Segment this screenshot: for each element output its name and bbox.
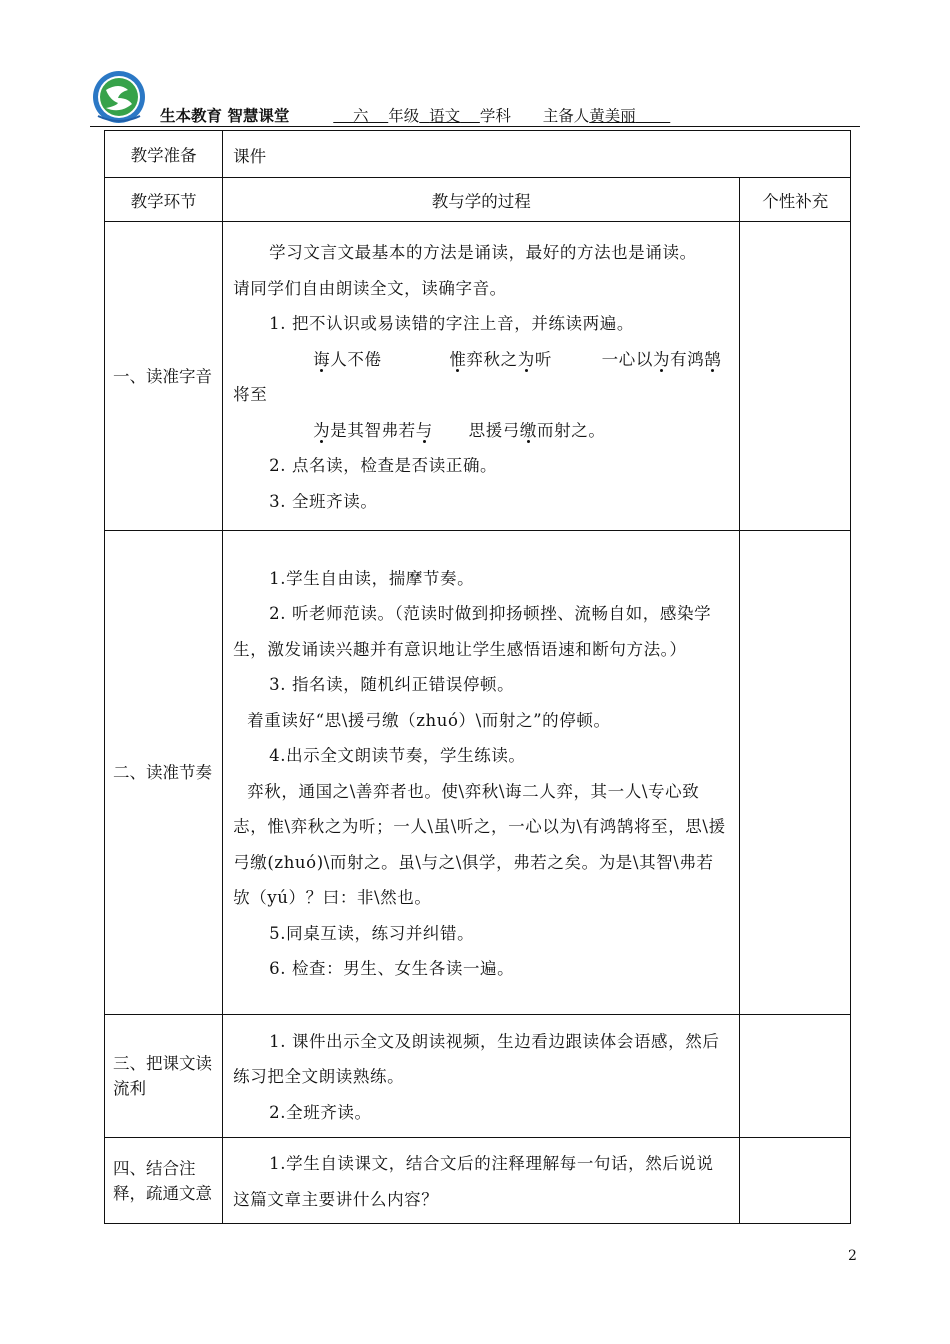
supplement-cell <box>740 1138 851 1224</box>
text-line: 2. 听老师范读。（范读时做到抑扬顿挫、流畅自如，感染学生，激发诵读兴趣并有意识地让学生感悟语速和断句方法。） <box>233 604 712 659</box>
prep-label: 教学准备 <box>105 131 223 178</box>
section-body <box>223 531 740 1015</box>
word-list-line <box>233 342 729 378</box>
text-line: 2. 点名读，检查是否读正确。 <box>269 456 498 475</box>
text-line: 5.同桌互读，练习并纠错。 <box>269 923 475 943</box>
supplement-cell <box>740 531 851 1015</box>
header-grade-suffix: 年级 <box>388 107 420 125</box>
col-process-header: 教与学的过程 <box>223 178 740 222</box>
header-subject: 语文 <box>429 107 461 125</box>
emphasis-char: 与 <box>415 420 433 440</box>
header-brand: 生本教育 智慧课堂 <box>160 107 290 125</box>
text-line: 6. 检查：男生、女生各读一遍。 <box>269 959 515 978</box>
emphasis-char: 缴 <box>519 420 538 440</box>
word-item: 为是其智弗若与 <box>313 420 433 440</box>
section-body <box>223 1138 740 1224</box>
col-supplement-header: 个性补充 <box>740 178 851 222</box>
text-line: 3. 指名读，随机纠正错误停顿。 <box>269 675 515 694</box>
emphasis-char: 为 <box>652 349 671 369</box>
text-line: 学习文言文最基本的方法是诵读，最好的方法也是诵读。 <box>269 243 697 262</box>
page-header <box>160 104 670 126</box>
word-item: 诲人不倦 <box>313 349 382 369</box>
word-list-line <box>233 413 729 449</box>
header-preparer-label: 主备人 <box>542 107 590 125</box>
text-line: 1.学生自由读，揣摩节奏。 <box>269 568 475 588</box>
text-line: 3. 全班齐读。 <box>269 491 378 511</box>
col-stage-header: 教学环节 <box>105 178 223 222</box>
section-row <box>105 531 851 1015</box>
section-body <box>223 222 740 531</box>
section-label: 一、读准字音 <box>105 222 223 531</box>
section-row <box>105 1015 851 1138</box>
text-line: 4.出示全文朗读节奏，学生练读。 <box>269 746 526 765</box>
emphasis-char: 惟 <box>449 349 467 369</box>
text-line: 1. 课件出示全文及朗读视频，生边看边跟读体会语感，然后练习把全文朗读熟练。 <box>233 1031 720 1087</box>
emphasis-char: 诲 <box>313 349 331 369</box>
text-line: 2.全班齐读。 <box>269 1102 372 1122</box>
word-item: 思援弓缴而射之。 <box>468 420 606 440</box>
section-label: 二、读准节奏 <box>105 531 223 1015</box>
supplement-cell <box>740 1015 851 1138</box>
lesson-plan-table <box>104 130 851 1224</box>
page-number: 2 <box>848 1248 857 1264</box>
section-row <box>105 222 851 531</box>
emphasis-char: 鹄 <box>704 349 722 369</box>
word-item: 一心以为有鸿鹄 <box>601 349 722 369</box>
header-preparer: 黄美丽 <box>589 107 636 125</box>
emphasis-char: 为 <box>313 420 331 440</box>
section-label: 四、结合注释，疏通文意 <box>105 1138 223 1224</box>
supplement-cell <box>740 222 851 531</box>
text-line: 请同学们自由朗读全文，读确字音。 <box>233 278 507 298</box>
word-item: 惟弈秋之为听 <box>449 349 552 369</box>
header-row <box>105 178 851 222</box>
school-logo <box>92 70 146 124</box>
prep-row <box>105 131 851 178</box>
text-line: 1.学生自读课文，结合文后的注释理解每一句话，然后说说这篇文章主要讲什么内容？ <box>233 1154 714 1209</box>
section-row <box>105 1138 851 1224</box>
header-rule <box>90 126 860 127</box>
header-grade: 六 <box>353 107 369 125</box>
prep-value: 课件 <box>223 131 851 178</box>
text-line: 着重读好“思\援弓缴（zhuó）\而射之”的停顿。 <box>247 710 611 730</box>
header-subject-suffix: 学科 <box>479 107 511 125</box>
section-body <box>223 1015 740 1138</box>
text-line: 将至 <box>233 385 268 404</box>
text-line: 1. 把不认识或易读错的字注上音，并练读两遍。 <box>269 314 634 333</box>
section-label: 三、把课文读流利 <box>105 1015 223 1138</box>
text-line: 弈秋，通国之\善弈者也。使\弈秋\诲二人弈，其一人\专心致志，惟\弈秋之为听；一人\虽\听之，一心以为\有鸿鹄将至，思\援弓缴(zhuó)\而射之。虽\与之\俱学，弗若之矣。为是\其智\弗若欤（yú）？曰：非\然也。 <box>233 781 726 907</box>
emphasis-char: 为 <box>517 349 535 369</box>
